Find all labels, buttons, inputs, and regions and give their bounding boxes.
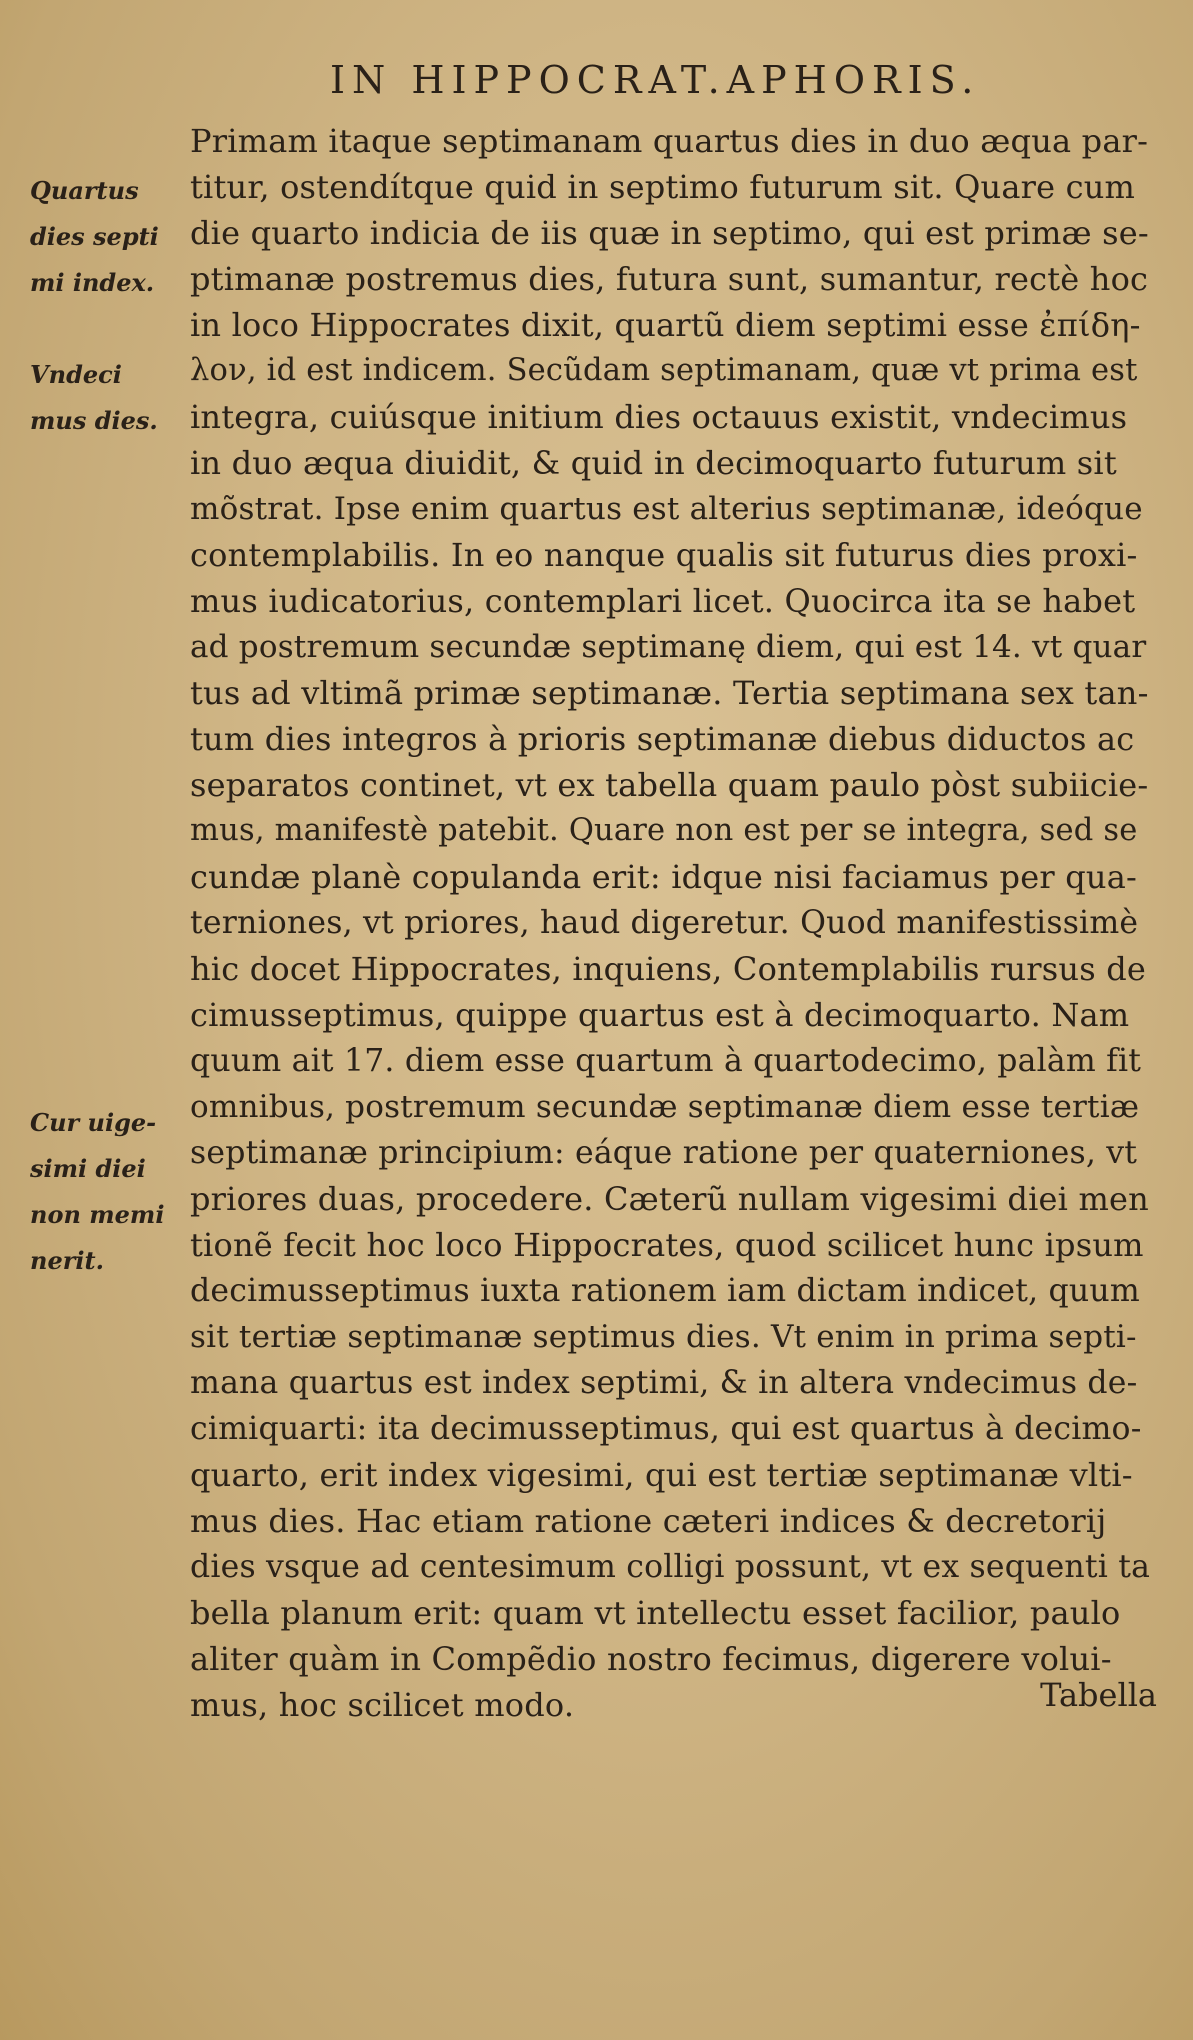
text-line: λον, id est indicem. Secũdam septimanam, quæ vt prima est [190, 353, 1138, 388]
text-line: titur, ostendítque quid in septimo futurum sit. Quare cum [190, 168, 1136, 206]
text-line: cundæ planè copulanda erit: idque nisi faciamus per qua- [190, 858, 1137, 896]
text-line: mus iudicatorius, contemplari licet. Quocirca ita se habet [190, 582, 1136, 620]
running-head: IN HIPPOCRAT.APHORIS. [330, 58, 981, 102]
text-line: bella planum erit: quam vt intellectu esset facilior, paulo [190, 1594, 1121, 1632]
text-line: mus, manifestè patebit. Quare non est per se integra, sed se [190, 813, 1138, 848]
text-line: mus, hoc scilicet modo. [190, 1686, 575, 1724]
text-line: aliter quàm in Compẽdio nostro fecimus, digerere volui- [190, 1640, 1112, 1678]
marginal-note-line: simi diei [30, 1154, 146, 1183]
text-line: omnibus, postremum secundæ septimanæ diem esse tertiæ [190, 1089, 1140, 1125]
marginal-note-quartus [30, 168, 200, 306]
text-line: priores duas, procedere. Cæterũ nullam vigesimi diei men [190, 1180, 1149, 1218]
marginal-note-line: mi index. [30, 268, 155, 297]
text-line: tus ad vltimã primæ septimanæ. Tertia septimana sex tan- [190, 674, 1149, 712]
marginal-note-line: Vndeci [30, 360, 122, 389]
text-line: contemplabilis. In eo nanque qualis sit futurus dies proxi- [190, 536, 1138, 574]
marginal-note-line: dies septi [30, 222, 159, 251]
catchword: Tabella [1040, 1676, 1157, 1714]
text-line: mõstrat. Ipse enim quartus est alterius septimanæ, ideóque [190, 491, 1143, 527]
text-line: dies vsque ad centesimum colligi possunt, vt ex sequenti ta [190, 1549, 1151, 1585]
text-line: terniones, vt priores, haud digeretur. Quod manifestissimè [190, 905, 1139, 941]
text-line: hic docet Hippocrates, inquiens, Contemplabilis rursus de [190, 950, 1147, 988]
text-line: sit tertiæ septimanæ septimus dies. Vt enim in prima septi- [190, 1319, 1137, 1355]
text-line: cimusseptimus, quippe quartus est à decimoquarto. Nam [190, 996, 1130, 1034]
text-line: tionẽ fecit hoc loco Hippocrates, quod scilicet hunc ipsum [190, 1226, 1144, 1264]
text-line: quum ait 17. diem esse quartum à quartodecimo, palàm fit [190, 1043, 1142, 1079]
text-line: separatos continet, vt ex tabella quam paulo pòst subiicie- [190, 766, 1149, 804]
text-line: ad postremum secundæ septimanę diem, qui est 14. vt quar [190, 629, 1147, 665]
marginal-note-vndecimus [30, 352, 200, 444]
body-text [190, 118, 1150, 1728]
marginal-note-line: mus dies. [30, 406, 158, 435]
text-line: mus dies. Hac etiam ratione cæteri indices & decretorij [190, 1502, 1107, 1540]
text-line: in loco Hippocrates dixit, quartũ diem septimi esse ἐπίδη- [190, 306, 1141, 344]
text-line: Primam itaque septimanam quartus dies in duo æqua par- [190, 122, 1149, 160]
marginal-note-line: Quartus [30, 176, 139, 205]
text-line: quarto, erit index vigesimi, qui est tertiæ septimanæ vlti- [190, 1456, 1133, 1494]
text-line: decimusseptimus iuxta rationem iam dictam indicet, quum [190, 1273, 1140, 1309]
text-line: in duo æqua diuidit, & quid in decimoquarto futurum sit [190, 444, 1117, 482]
text-line: cimiquarti: ita decimusseptimus, qui est quartus à decimo- [190, 1411, 1142, 1447]
marginal-note-line: Cur uige- [30, 1108, 157, 1137]
text-line: septimanæ principium: eáque ratione per quaterniones, vt [190, 1135, 1138, 1171]
text-line: ptimanæ postremus dies, futura sunt, sumantur, rectè hoc [190, 260, 1149, 298]
text-line: die quarto indicia de iis quæ in septimo, qui est primæ se- [190, 214, 1149, 252]
marginal-note-vigesimi [30, 1100, 200, 1284]
text-line: mana quartus est index septimi, & in altera vndecimus de- [190, 1365, 1138, 1401]
text-line: integra, cuiúsque initium dies octauus existit, vndecimus [190, 398, 1128, 436]
marginal-note-line: non memi [30, 1200, 165, 1229]
text-line: tum dies integros à prioris septimanæ diebus diductos ac [190, 720, 1135, 758]
marginal-note-line: nerit. [30, 1246, 104, 1275]
